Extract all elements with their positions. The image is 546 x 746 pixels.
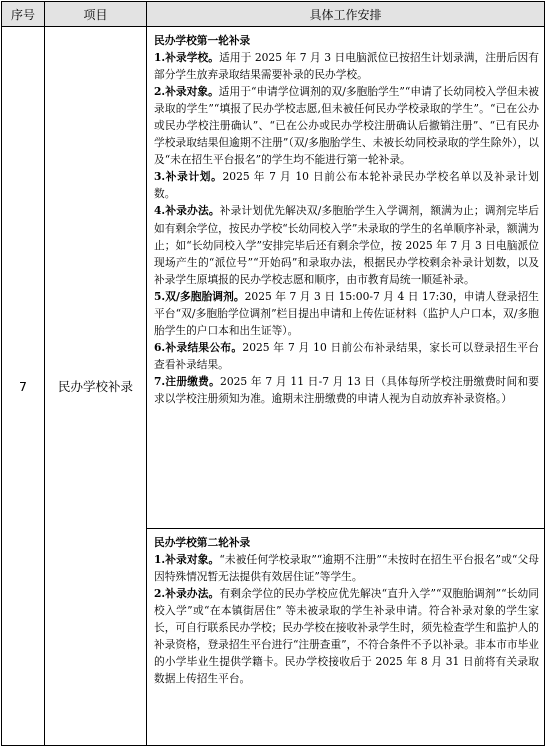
row-item: 民办学校补录 [45,27,147,746]
section-title: 民办学校第一轮补录 [154,34,251,47]
paragraph-method: 2.补录办法。有剩余学位的民办学校应优先解决“直升入学”“双胞胎调剂”“长幼同校入学”或“在本镇街居住” 等未被录取的学生补录申请。符合补录对象的学生家长，可自行联系民办学校；民办学校在接收补录学生时，须先检查学生和监护人的补录资格，登录招生平台进行“注册查重”，不符合条件不予以补录。非本市市毕业的小学毕业生提供学籍卡。民办学校接收后于 2025 年 8 月 31 日前将有关录取数据上传招生平台。 [154,587,539,686]
paragraph-plan: 3.补录计划。2025 年 7 月 10 日前公布本轮补录民办学校名单以及补录计划数。 [154,170,539,201]
paragraph-targets: 2.补录对象。适用于“申请学位调剂的双/多胞胎学生”“申请了长幼同校入学但未被录取的学生”“填报了民办学校志愿,但未被任何民办学校录取的学生”。“已在公办或民办学校注册确认”、“已在公办或民办学校注册确认后撤销注册”、“已有民办学校录取结果但逾期不注册”（双/多胞胎学生、未被长幼同校录取的学生除外），以及“未在招生平台报名”的学生均不能进行第一轮补录。 [154,85,539,167]
paragraph-method: 4.补录办法。补录计划优先解决双/多胞胎学生入学调剂，额满为止；调剂完毕后如有剩余学位，按民办学校“长幼同校入学”未录取的学生的名单顺序补录，额满为止；如“长幼同校入学”安排完毕后还有剩余学位，按 2025 年 7 月 3 日电脑派位现场产生的“派位号”“开始码”和录取办法，根据民办学校剩余补录计划数，以及补录学生原填报的民办学校志愿和顺序，由市教育局统一顺延补录。 [154,204,539,286]
paragraph-twins: 5.双/多胞胎调剂。2025 年 7 月 3 日 15:00-7 月 4 日 17:30，申请人登录招生平台“双/多胞胎学位调剂”栏目提出申请和上传佐证材料（监护人户口本，双/多胞胎学生的户口本和出生证等）。 [154,289,539,337]
table-row [2,27,545,529]
header-arrangement: 具体工作安排 [147,2,545,27]
row-number: 7 [2,27,45,746]
paragraph-registration: 7.注册缴费。2025 年 7 月 11 日-7 月 13 日（具体每所学校注册缴费时间和要求以学校注册须知为准。逾期未注册缴费的申请人视为自动放弃补录资格。） [154,374,539,405]
work-arrangement-table [1,1,545,746]
paragraph-schools: 1.补录学校。适用于 2025 年 7 月 3 日电脑派位已按招生计划录满，注册后因有部分学生放弃录取结果需要补录的民办学校。 [154,51,539,82]
paragraph-targets: 1.补录对象。“未被任何学校录取”“逾期不注册”“未按时在招生平台报名”或“父母因特殊情况暂无法提供有效居住证”等学生。 [154,553,539,584]
header-number: 序号 [2,2,45,27]
header-item: 项目 [45,2,147,27]
paragraph-results: 6.补录结果公布。2025 年 7 月 10 日前公布补录结果，家长可以登录招生平台查看补录结果。 [154,340,539,371]
table-header-row [2,2,545,27]
section-round-one [147,27,545,529]
section-title: 民办学校第二轮补录 [154,536,251,549]
section-round-two [147,529,545,746]
